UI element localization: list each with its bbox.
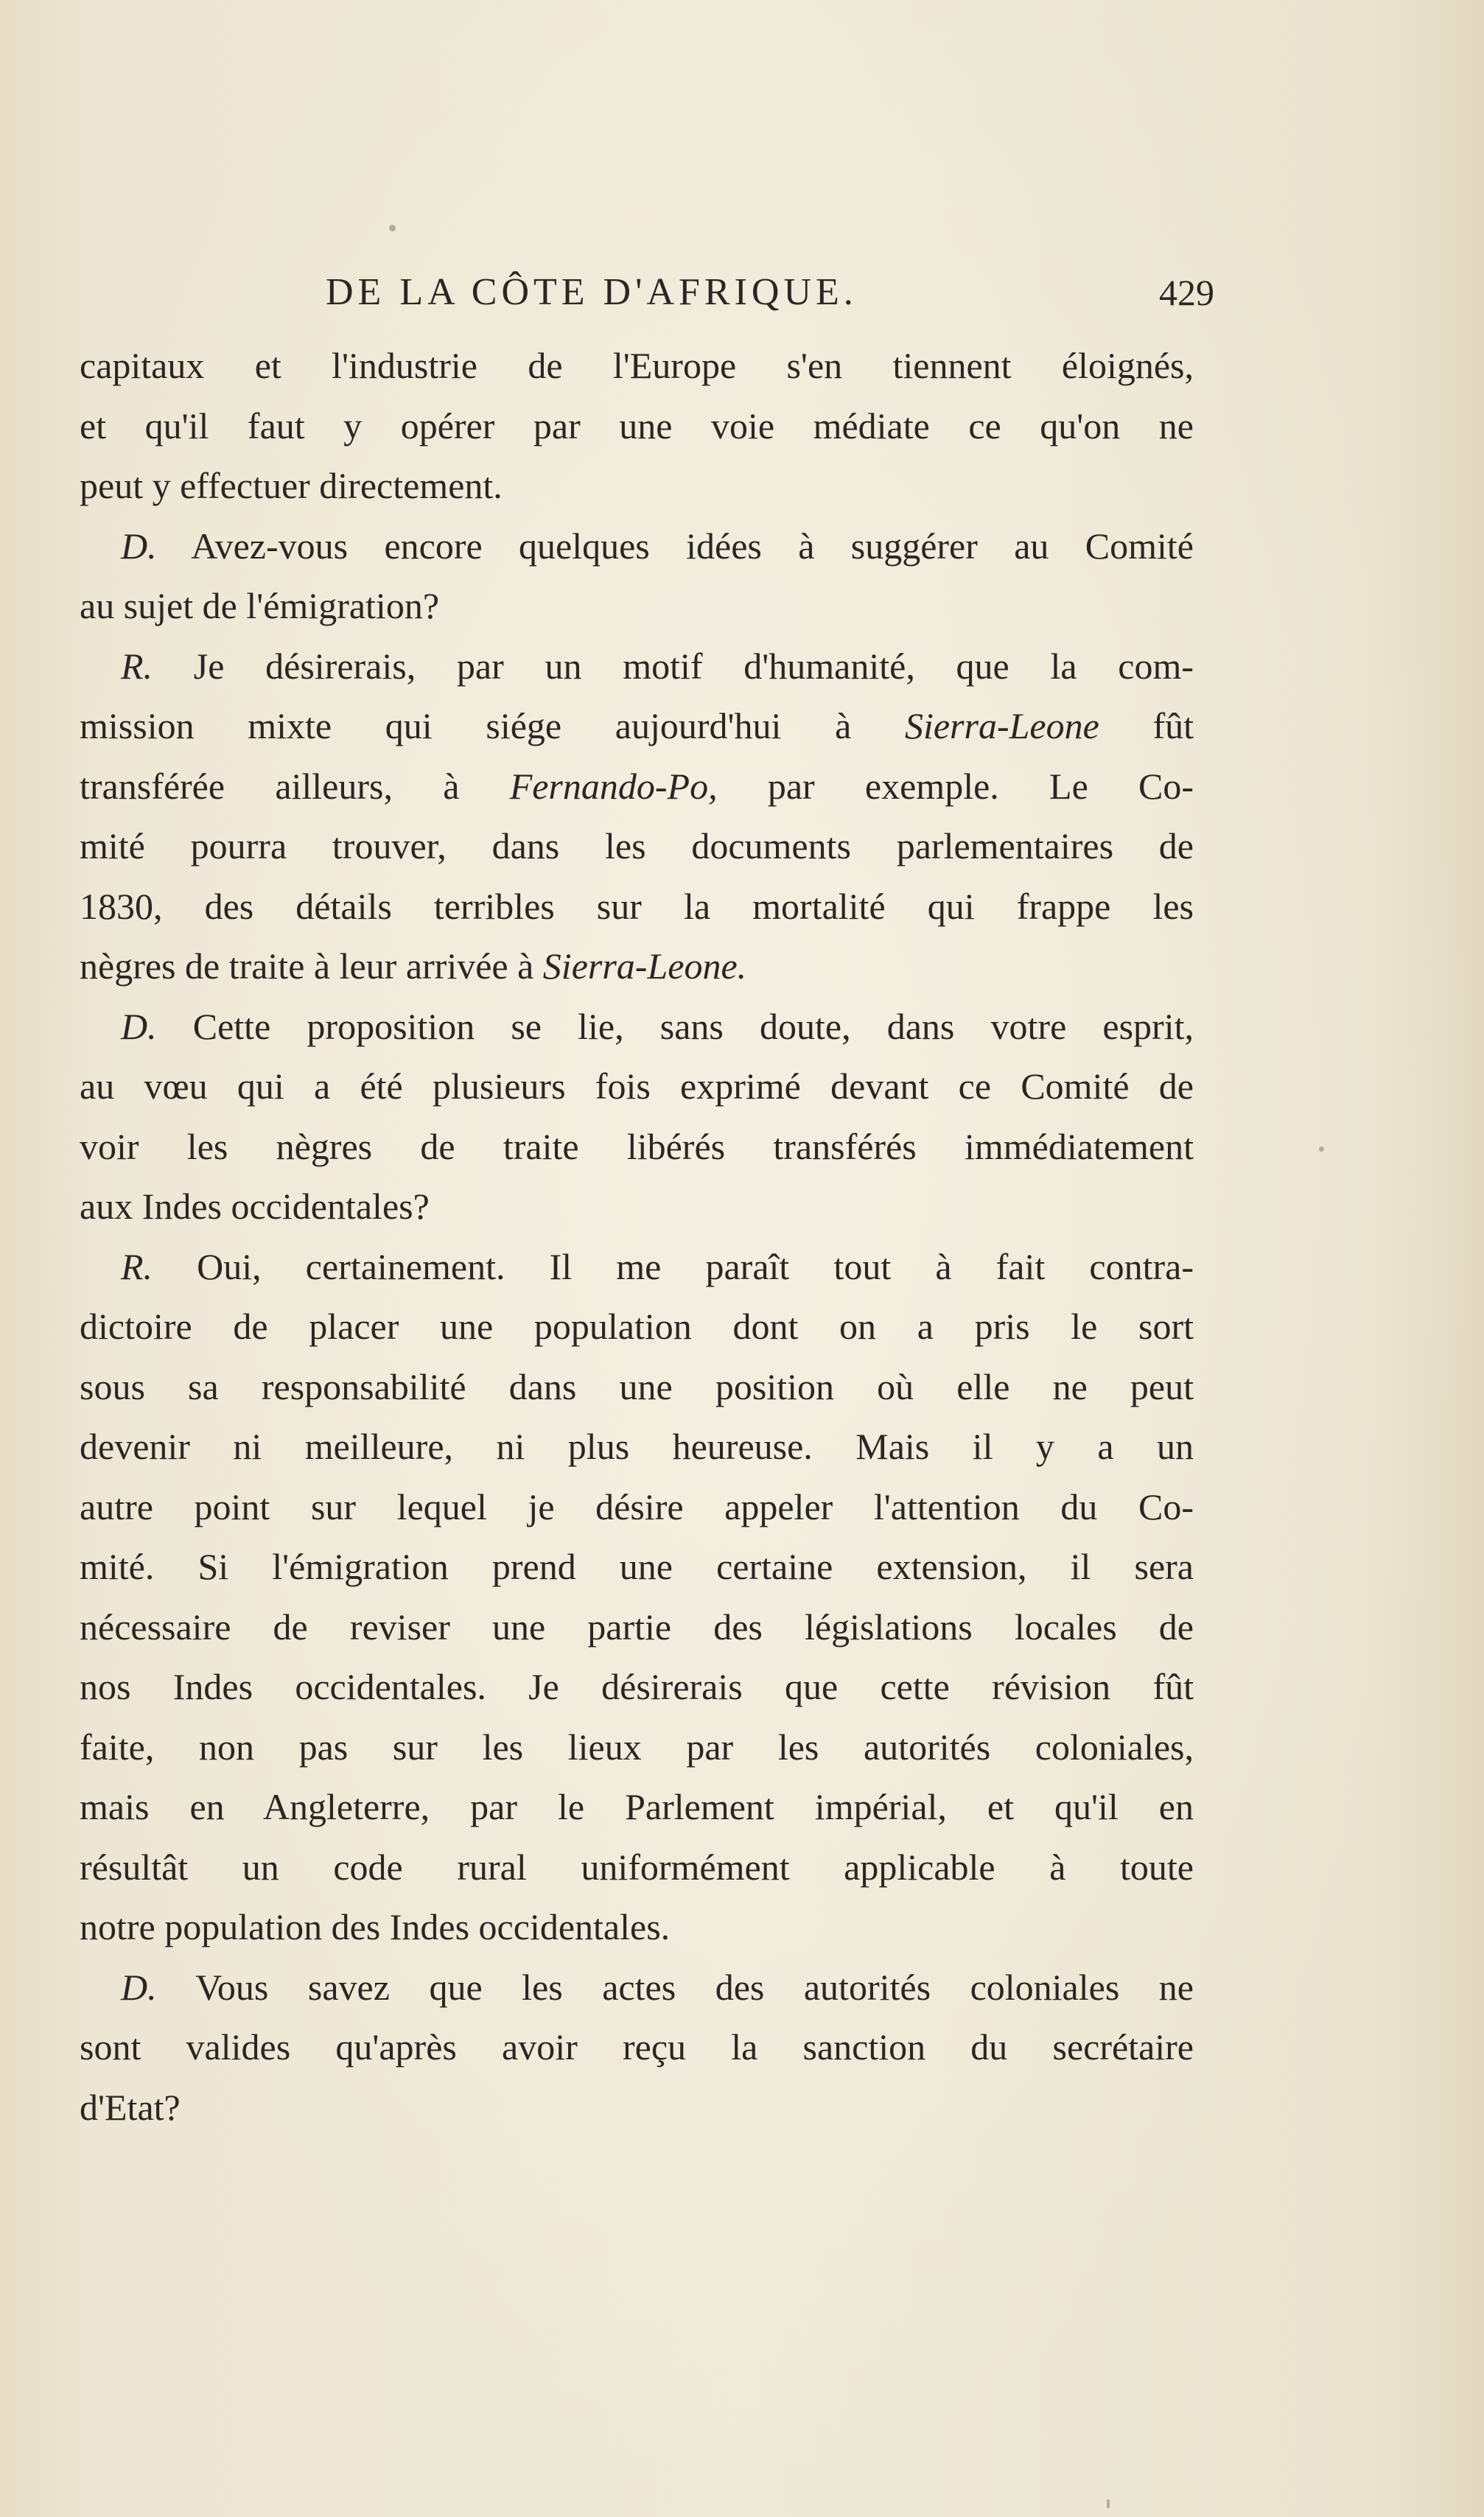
text-line: 1830, des détails terribles sur la mortalité qui frappe les bbox=[80, 885, 1194, 927]
place-name: Sierra-Leone. bbox=[542, 945, 747, 987]
text-line: mission mixte qui siége aujourd'hui à Sierra-Leone fût bbox=[80, 705, 1194, 746]
text-line: nécessaire de reviser une partie des législations locales de bbox=[80, 1606, 1194, 1648]
text-line: faite, non pas sur les lieux par les autorités coloniales, bbox=[80, 1726, 1194, 1768]
page-number: 429 bbox=[1159, 272, 1214, 313]
text-line: mité. Si l'émigration prend une certaine extension, il sera bbox=[80, 1546, 1194, 1587]
question-line: D. Avez-vous encore quelques idées à suggérer au Comité bbox=[121, 525, 1194, 567]
running-title: DE LA CÔTE D'AFRIQUE. bbox=[326, 271, 858, 313]
running-head bbox=[80, 267, 1214, 318]
text-line: devenir ni meilleure, ni plus heureuse. Mais il y a un bbox=[80, 1426, 1194, 1467]
question-line: D. Vous savez que les actes des autorités coloniales ne bbox=[121, 1966, 1194, 2008]
speaker-label: D. bbox=[121, 525, 157, 567]
body-text bbox=[80, 336, 1194, 2138]
paper-speck bbox=[1107, 2499, 1110, 2508]
speaker-label: D. bbox=[121, 1966, 157, 2008]
place-name: Sierra-Leone bbox=[904, 705, 1099, 746]
text-line: voir les nègres de traite libérés transférés immédiatement bbox=[80, 1125, 1194, 1167]
text-line: sous sa responsabilité dans une position où elle ne peut bbox=[80, 1365, 1194, 1407]
text-line: capitaux et l'industrie de l'Europe s'en tiennent éloignés, bbox=[80, 345, 1194, 386]
question-line: D. Cette proposition se lie, sans doute, dans votre esprit, bbox=[121, 1005, 1194, 1047]
answer-line: R. Je désirerais, par un motif d'humanité, que la com- bbox=[121, 645, 1194, 687]
speaker-label: R. bbox=[121, 645, 153, 687]
paper-speck bbox=[1319, 1147, 1324, 1152]
text-line: mité pourra trouver, dans les documents parlementaires de bbox=[80, 825, 1194, 867]
text-line: aux Indes occidentales? bbox=[80, 1186, 430, 1227]
text-line: dictoire de placer une population dont on a pris le sort bbox=[80, 1306, 1194, 1347]
text-line: au vœu qui a été plusieurs fois exprimé devant ce Comité de bbox=[80, 1065, 1194, 1107]
text-line: mais en Angleterre, par le Parlement impérial, et qu'il en bbox=[80, 1786, 1194, 1827]
text-line: nègres de traite à leur arrivée à Sierra-Leone. bbox=[80, 945, 747, 987]
text-line: transférée ailleurs, à Fernando-Po, par exemple. Le Co- bbox=[80, 765, 1194, 807]
answer-line: R. Oui, certainement. Il me paraît tout à fait contra- bbox=[121, 1245, 1194, 1287]
text-line: d'Etat? bbox=[80, 2086, 181, 2128]
text-line: et qu'il faut y opérer par une voie médiate ce qu'on ne bbox=[80, 405, 1194, 447]
text-line: notre population des Indes occidentales. bbox=[80, 1906, 671, 1947]
speaker-label: R. bbox=[121, 1245, 153, 1287]
text-line: au sujet de l'émigration? bbox=[80, 585, 440, 626]
speaker-label: D. bbox=[121, 1005, 157, 1047]
text-line: peut y effectuer directement. bbox=[80, 465, 503, 506]
text-line: sont valides qu'après avoir reçu la sanction du secrétaire bbox=[80, 2026, 1194, 2068]
text-line: autre point sur lequel je désire appeler l'attention du Co- bbox=[80, 1485, 1194, 1527]
paper-speck bbox=[389, 225, 396, 231]
place-name: Fernando-Po, bbox=[509, 765, 718, 807]
text-line: résultât un code rural uniformément applicable à toute bbox=[80, 1846, 1194, 1888]
text-line: nos Indes occidentales. Je désirerais que cette révision fût bbox=[80, 1666, 1194, 1707]
